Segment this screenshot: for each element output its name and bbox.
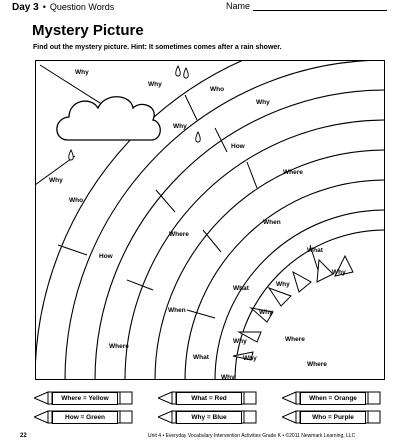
crayon-key-who — [282, 410, 382, 424]
region-label: Who — [69, 197, 84, 204]
region-label: Where — [285, 336, 305, 343]
region-label: Why — [221, 374, 235, 380]
color-key — [34, 386, 384, 426]
region-label: What — [307, 247, 323, 254]
crayon-key-why — [158, 410, 258, 424]
subject-label: Question Words — [49, 2, 115, 12]
day-number: Day 3 — [12, 1, 39, 13]
key-label: Why = Blue — [176, 411, 242, 424]
region-label: Why — [276, 281, 290, 288]
region-label: How — [231, 143, 245, 150]
region-label: Why — [75, 69, 89, 76]
name-label: Name — [226, 1, 251, 11]
key-label: Who = Purple — [300, 411, 366, 424]
mystery-picture — [35, 60, 385, 380]
region-label: What — [233, 285, 249, 292]
key-label: Where = Yellow — [52, 392, 118, 405]
crayon-key-where — [34, 391, 134, 405]
region-label: Why — [243, 355, 257, 362]
region-label: When — [263, 219, 281, 226]
key-label: How = Green — [52, 411, 118, 424]
region-label: How — [99, 253, 113, 260]
key-label: When = Orange — [300, 392, 366, 405]
region-label: Why — [148, 81, 162, 88]
region-label: When — [168, 307, 186, 314]
page-title: Mystery Picture — [32, 22, 144, 39]
crayon-key-what — [158, 391, 258, 405]
crayon-key-how — [34, 410, 134, 424]
name-line[interactable] — [253, 10, 387, 11]
key-label: What = Red — [176, 392, 242, 405]
page-number: 22 — [20, 433, 27, 439]
bullet: • — [42, 2, 46, 12]
footer-credit: Unit 4 • Everyday Vocabulary Intervention Activities Grade K • ©2011 Newmark Learning, LLC — [148, 433, 356, 439]
page-header — [0, 0, 400, 14]
region-label: Where — [109, 343, 129, 350]
region-label: Where — [169, 231, 189, 238]
region-label: Who — [210, 86, 225, 93]
region-label: Why — [259, 309, 273, 316]
day-label — [12, 0, 114, 14]
region-label: Where — [283, 169, 303, 176]
region-label: Where — [307, 361, 327, 368]
region-label: Why — [173, 123, 187, 130]
region-label: Why — [256, 99, 270, 106]
crayon-key-when — [282, 391, 382, 405]
region-label: Why — [332, 269, 346, 276]
region-label: Why — [233, 338, 247, 345]
instructions: Find out the mystery picture. Hint: It sometimes comes after a rain shower. — [33, 44, 282, 51]
region-label: What — [193, 354, 209, 361]
region-label: Why — [49, 177, 63, 184]
